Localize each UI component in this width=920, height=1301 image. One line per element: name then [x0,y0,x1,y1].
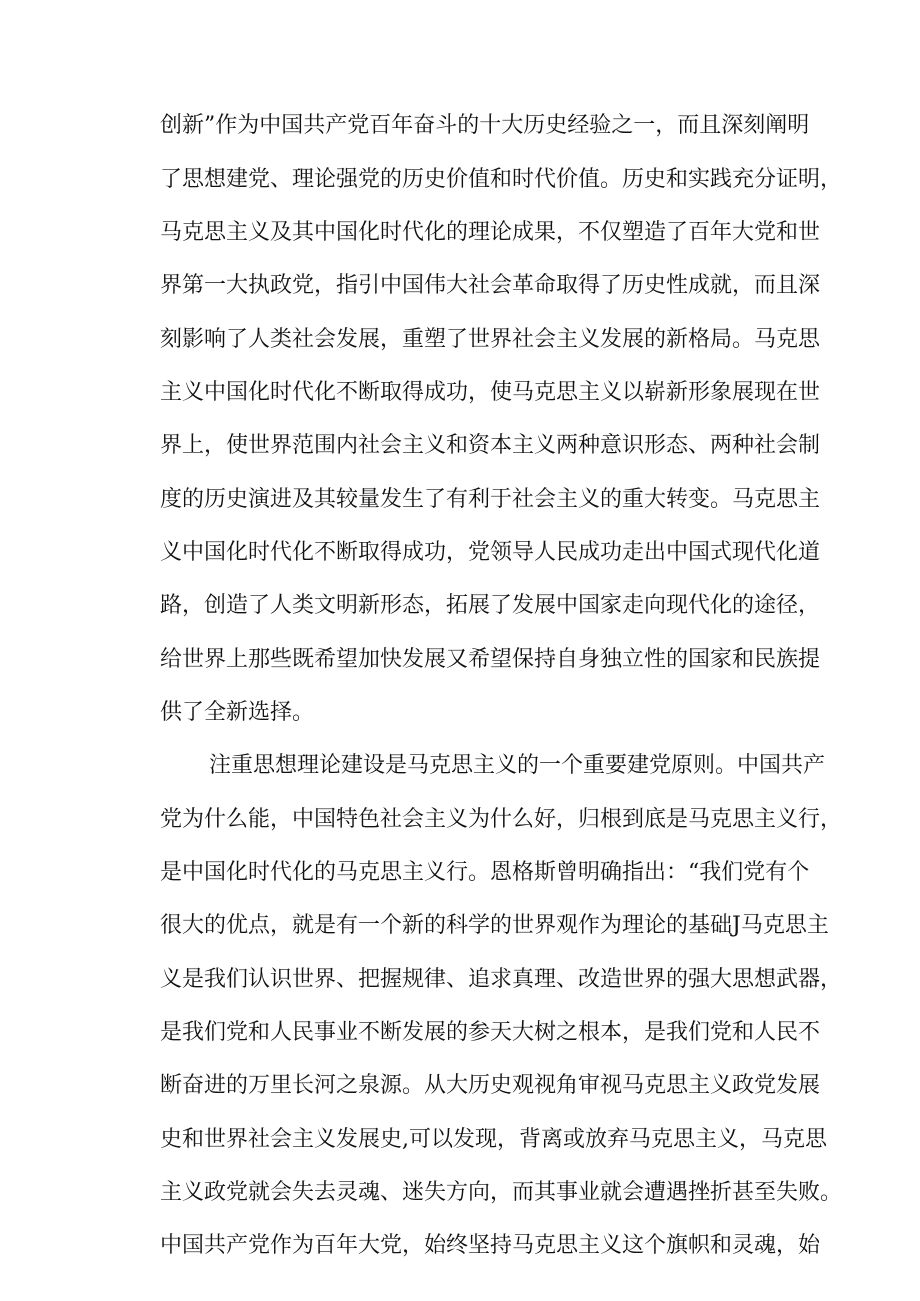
paragraph-first-line: 注重思想理论建设是马克思主义的一个重要建党原则。中国共产 [209,753,826,778]
text-line: 供了全新选择。 [160,700,315,725]
text-line: 很大的优点，就是有一个新的科学的世界观作为理论的基础J马克思主 [160,913,829,938]
text-line: 路，创造了人类文明新形态，拓展了发展中国家走向现代化的途径， [160,593,821,618]
text-line: 马克思主义及其中国化时代化的理论成果，不仅塑造了百年大党和世 [160,220,821,245]
text-line: 义是我们认识世界、把握规律、追求真理、改造世界的强大思想武器， [160,967,843,992]
text-line: 刻影响了人类社会发展，重塑了世界社会主义发展的新格局。马克思 [160,327,821,352]
text-line: 界第一大执政党，指引中国伟大社会革命取得了历史性成就，而且深 [160,273,821,298]
text-line: 创新”作为中国共产党百年奋斗的十大历史经验之一，而且深刻阐明 [160,113,810,138]
text-line: 给世界上那些既希望加快发展又希望保持自身独立性的国家和民族提 [160,647,821,672]
text-line: 主义政党就会失去灵魂、迷失方向，而其事业就会遭遇挫折甚至失败。 [160,1180,843,1205]
text-line: 是中国化时代化的马克思主义行。恩格斯曾明确指出：“我们党有个 [160,860,810,885]
text-line: 是我们党和人民事业不断发展的参天大树之根本，是我们党和人民不 [160,1020,821,1045]
text-line: 断奋进的万里长河之泉源。从大历史观视角审视马克思主义政党发展 [160,1073,821,1098]
text-line: 了思想建党、理论强党的历史价值和时代价值。历史和实践充分证明， [160,167,843,192]
text-line: 史和世界社会主义发展史,可以发现，背离或放弃马克思主义，马克思 [160,1127,827,1152]
text-line: 义中国化时代化不断取得成功，党领导人民成功走出中国式现代化道 [160,540,821,565]
text-line: 主义中国化时代化不断取得成功，使马克思主义以崭新形象展现在世 [160,380,821,405]
text-line: 党为什么能，中国特色社会主义为什么好，归根到底是马克思主义行， [160,807,843,832]
text-line: 度的历史演进及其较量发生了有利于社会主义的重大转变。马克思主 [160,487,821,512]
text-line: 界上，使世界范围内社会主义和资本主义两种意识形态、两种社会制 [160,433,821,458]
text-line: 中国共产党作为百年大党，始终坚持马克思主义这个旗帜和灵魂，始 [160,1233,821,1258]
